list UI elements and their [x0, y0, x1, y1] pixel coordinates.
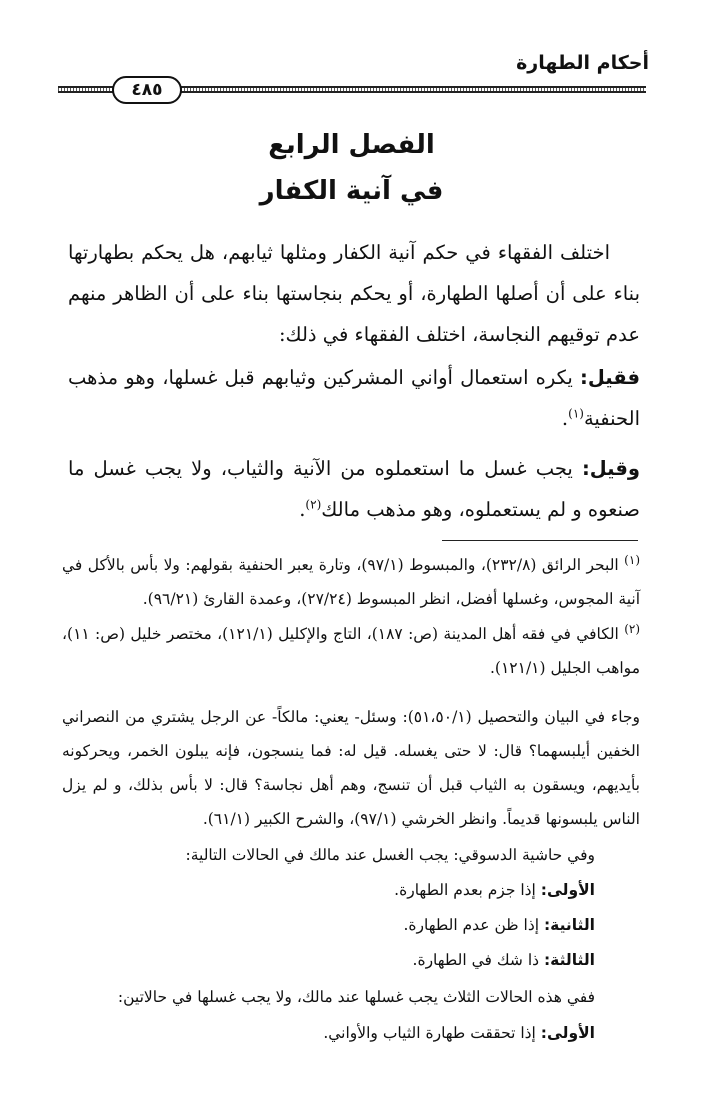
paragraph-lead: وقيل:	[581, 457, 640, 480]
running-title: أحكام الطهارة	[516, 52, 649, 74]
case-label: الثانية:	[543, 916, 595, 934]
footnote-mark: (١)	[624, 552, 640, 567]
paragraph-lead: فقيل:	[580, 366, 640, 389]
paragraph-text: يجب غسل ما استعملوه من الآنية والثياب، ولا يجب غسل ما صنعوه و لم يستعملوه، وهو مذهب مالك	[68, 457, 640, 521]
case-label: الأولى:	[540, 1024, 595, 1042]
case-label: الثالثة:	[543, 951, 595, 969]
paragraph-maliki	[68, 448, 640, 530]
footnote-2	[62, 617, 640, 685]
footnote-1	[62, 548, 640, 616]
case-third	[413, 945, 595, 975]
paragraph-end: .	[561, 407, 569, 430]
case-first	[394, 875, 595, 905]
paragraph-end: .	[299, 498, 306, 521]
case-label: الأولى:	[540, 881, 595, 899]
footnote-mark: (٢)	[624, 621, 641, 636]
cases-summary: ففي هذه الحالات الثلاث يجب غسلها عند مالك، ولا يجب غسلها في حالاتين:	[117, 988, 595, 1006]
footnote-2-continuation: وجاء في البيان والتحصيل (٥١،٥٠/١): وسئل- يعني: مالكاً- عن الرجل يشتري من النصراني الخفين أيلبسهما؟ قال: لا حتى يغسله. قيل له: فما ينسجون، فإنه يبلون الخمر، ويحركونه بأيديهم، ويسقون به الثياب قبل أن تنسج، وهم أهل نجاسة؟ قال: لا بأس بذلك، و لم يزل الناس يلبسونها قديماً. وانظر الخرشي (٩٧/١)، والشرح الكبير (٦١/١).	[62, 708, 640, 828]
case-first-exception	[323, 1018, 595, 1048]
chapter-subtitle: في آنية الكفار	[259, 176, 444, 206]
paragraph-text: يكره استعمال أواني المشركين وثيابهم قبل غسلها، وهو مذهب الحنفية	[68, 366, 640, 430]
case-second	[403, 910, 595, 940]
case-text: إذا تحققت طهارة الثياب والأواني.	[323, 1024, 541, 1042]
paragraph-intro: اختلف الفقهاء في حكم آنية الكفار ومثلها ثيابهم، هل يحكم بطهارتها بناء على أن أصلها الطهارة، أو يحكم بنجاستها بناء على أن الظاهر منهم عدم توقيهم النجاسة، اختلف الفقهاء في ذلك:	[68, 241, 640, 346]
footnote-text: الكافي في فقه أهل المدينة (ص: ١٨٧)، التاج والإكليل (١٢١/١)، مختصر خليل (ص: ١١)، مواهب الجليل (١٢١/١).	[62, 625, 640, 677]
chapter-title: الفصل الرابع	[268, 130, 435, 160]
page-number: ٤٨٥	[112, 76, 182, 104]
case-text: إذا جزم بعدم الطهارة.	[394, 881, 541, 899]
footnote-ref[interactable]: (١)	[568, 406, 584, 421]
footnote-separator	[442, 540, 638, 541]
case-text: ذا شك في الطهارة.	[412, 951, 544, 969]
case-text: إذا ظن عدم الطهارة.	[403, 916, 544, 934]
dasuqi-intro: وفي حاشية الدسوقي: يجب الغسل عند مالك في الحالات التالية:	[185, 846, 595, 864]
footnote-text: البحر الرائق (٢٣٢/٨)، والمبسوط (٩٧/١)، وتارة يعبر الحنفية بقولهم: ولا بأس بالأكل في آنية المجوس، وغسلها أفضل، انظر المبسوط (٢٧/٢٤)، وعمدة القارئ (٩٦/٢١).	[62, 556, 640, 608]
paragraph-hanafi	[68, 357, 640, 439]
footnote-ref[interactable]: (٢)	[305, 497, 322, 512]
